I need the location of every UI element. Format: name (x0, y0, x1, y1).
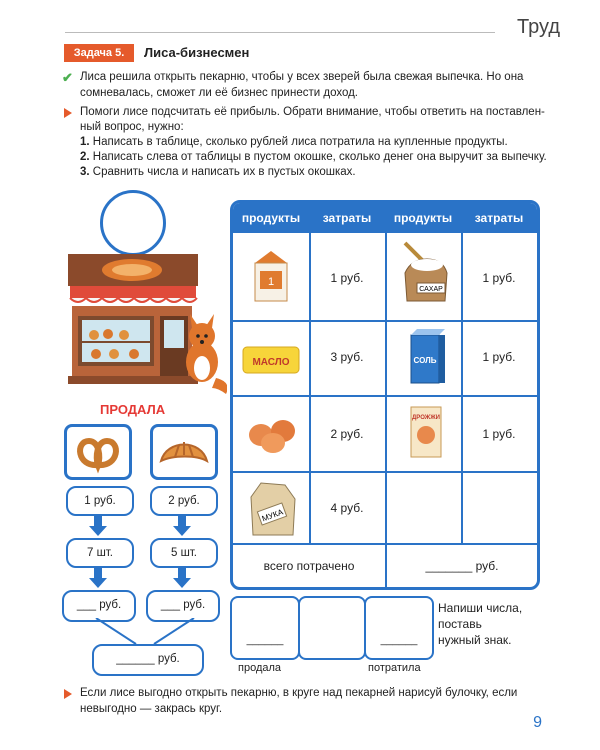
cost-salt: 1 руб. (482, 350, 516, 364)
sold-label: ПРОДАЛА (100, 402, 166, 417)
sugar-label: САХАР (419, 286, 443, 293)
col-header-products: продукты (233, 203, 309, 233)
eggs-icon (241, 413, 305, 453)
arrow-down-icon (94, 566, 102, 578)
butter-label: МАСЛО (252, 357, 290, 368)
bakery-illustration (62, 250, 227, 395)
answer-circle[interactable] (100, 190, 166, 256)
instruction-line-1: Помоги лисе подсчитать её прибыль. Обрати внимание, чтобы ответить на поставлен- (80, 106, 545, 118)
yeast-pack-icon (405, 403, 449, 463)
step-1: 1. Написать в таблице, сколько рублей лиса потратила на купленные продукты. (80, 136, 508, 148)
compare-box-sold[interactable] (230, 596, 300, 660)
pretzel-price: 1 руб. (66, 486, 134, 516)
arrow-down-icon (173, 526, 191, 536)
compare-label-sold: продала (238, 662, 282, 674)
header-rule (65, 32, 495, 33)
checkmark-icon: ✔ (62, 70, 73, 85)
subject-title: Труд (517, 16, 560, 38)
total-spent-field[interactable]: _______ руб. (425, 559, 499, 573)
cost-butter: 3 руб. (330, 350, 364, 364)
blank-line: ______ (380, 634, 418, 646)
cost-flour: 4 руб. (330, 501, 364, 515)
intro-line-2: сомневалась, сможет ли её бизнес принести доход. (80, 87, 358, 99)
grid-line (233, 543, 537, 545)
arrow-down-icon (94, 514, 102, 526)
croissant-price: 2 руб. (150, 486, 218, 516)
pretzel-qty: 7 шт. (66, 538, 134, 568)
cost-sugar: 1 руб. (482, 271, 516, 285)
footer-line-2: невыгодно — закрась круг. (80, 703, 223, 715)
salt-box-icon (403, 327, 449, 387)
sold-sum-field[interactable]: ______ руб. (92, 644, 204, 676)
col-header-products: продукты (385, 203, 461, 233)
compare-box-spent[interactable] (364, 596, 434, 660)
cost-milk: 1 руб. (330, 271, 364, 285)
pretzel-icon (67, 427, 129, 477)
yeast-label: ДРОЖЖИ (412, 415, 440, 421)
croissant-total-field[interactable]: ___ руб. (146, 590, 220, 622)
costs-table (230, 200, 540, 590)
cost-eggs: 2 руб. (330, 427, 364, 441)
flour-bag-icon (243, 479, 301, 539)
butter-icon (239, 341, 305, 377)
arrow-down-icon (89, 578, 107, 588)
step-2: 2. Написать слева от таблицы в пустом окошке, сколько денег она выручит за выпечку. (80, 151, 547, 163)
connector-lines (90, 618, 200, 646)
flour-label: МУКА (260, 507, 285, 524)
croissant-icon (153, 427, 215, 477)
total-spent-label: всего потрачено (263, 559, 355, 573)
intro-line-1: Лиса решила открыть пекарню, чтобы у всех зверей была свежая выпечка. Но она (80, 71, 524, 83)
croissant-box (150, 424, 218, 480)
col-header-costs: затраты (461, 203, 537, 233)
arrow-down-icon (178, 514, 186, 526)
page-number: 9 (533, 714, 542, 731)
croissant-qty: 5 шт. (150, 538, 218, 568)
grid-line (233, 395, 537, 397)
compare-hint: Напиши числа, поставь нужный знак. (438, 601, 523, 647)
milk-carton-icon (247, 249, 297, 305)
instruction-line-2: ный вопрос, нужно: (80, 121, 184, 133)
triangle-bullet-icon (64, 689, 72, 699)
blank-line: ______ (246, 634, 284, 646)
salt-label: СОЛЬ (413, 356, 437, 365)
arrow-down-icon (89, 526, 107, 536)
grid-line (233, 471, 537, 473)
footer-line-1: Если лисе выгодно открыть пекарню, в круге над пекарней нарисуй булочку, если (80, 687, 518, 699)
task-title: Лиса-бизнесмен (144, 45, 250, 60)
grid-line (233, 320, 537, 322)
triangle-bullet-icon (64, 108, 72, 118)
compare-box-sign[interactable] (298, 596, 366, 660)
compare-label-spent: потратила (368, 662, 421, 674)
arrow-down-icon (173, 578, 191, 588)
sugar-bag-icon (397, 239, 451, 305)
milk-label: 1 (267, 276, 275, 288)
arrow-down-icon (178, 566, 186, 578)
col-header-costs: затраты (309, 203, 385, 233)
pretzel-box (64, 424, 132, 480)
grid-line (385, 233, 387, 587)
cost-yeast: 1 руб. (482, 427, 516, 441)
task-badge: Задача 5. (64, 44, 134, 62)
pretzel-total-field[interactable]: ___ руб. (62, 590, 136, 622)
step-3: 3. Сравнить числа и написать их в пустых окошках. (80, 166, 356, 178)
